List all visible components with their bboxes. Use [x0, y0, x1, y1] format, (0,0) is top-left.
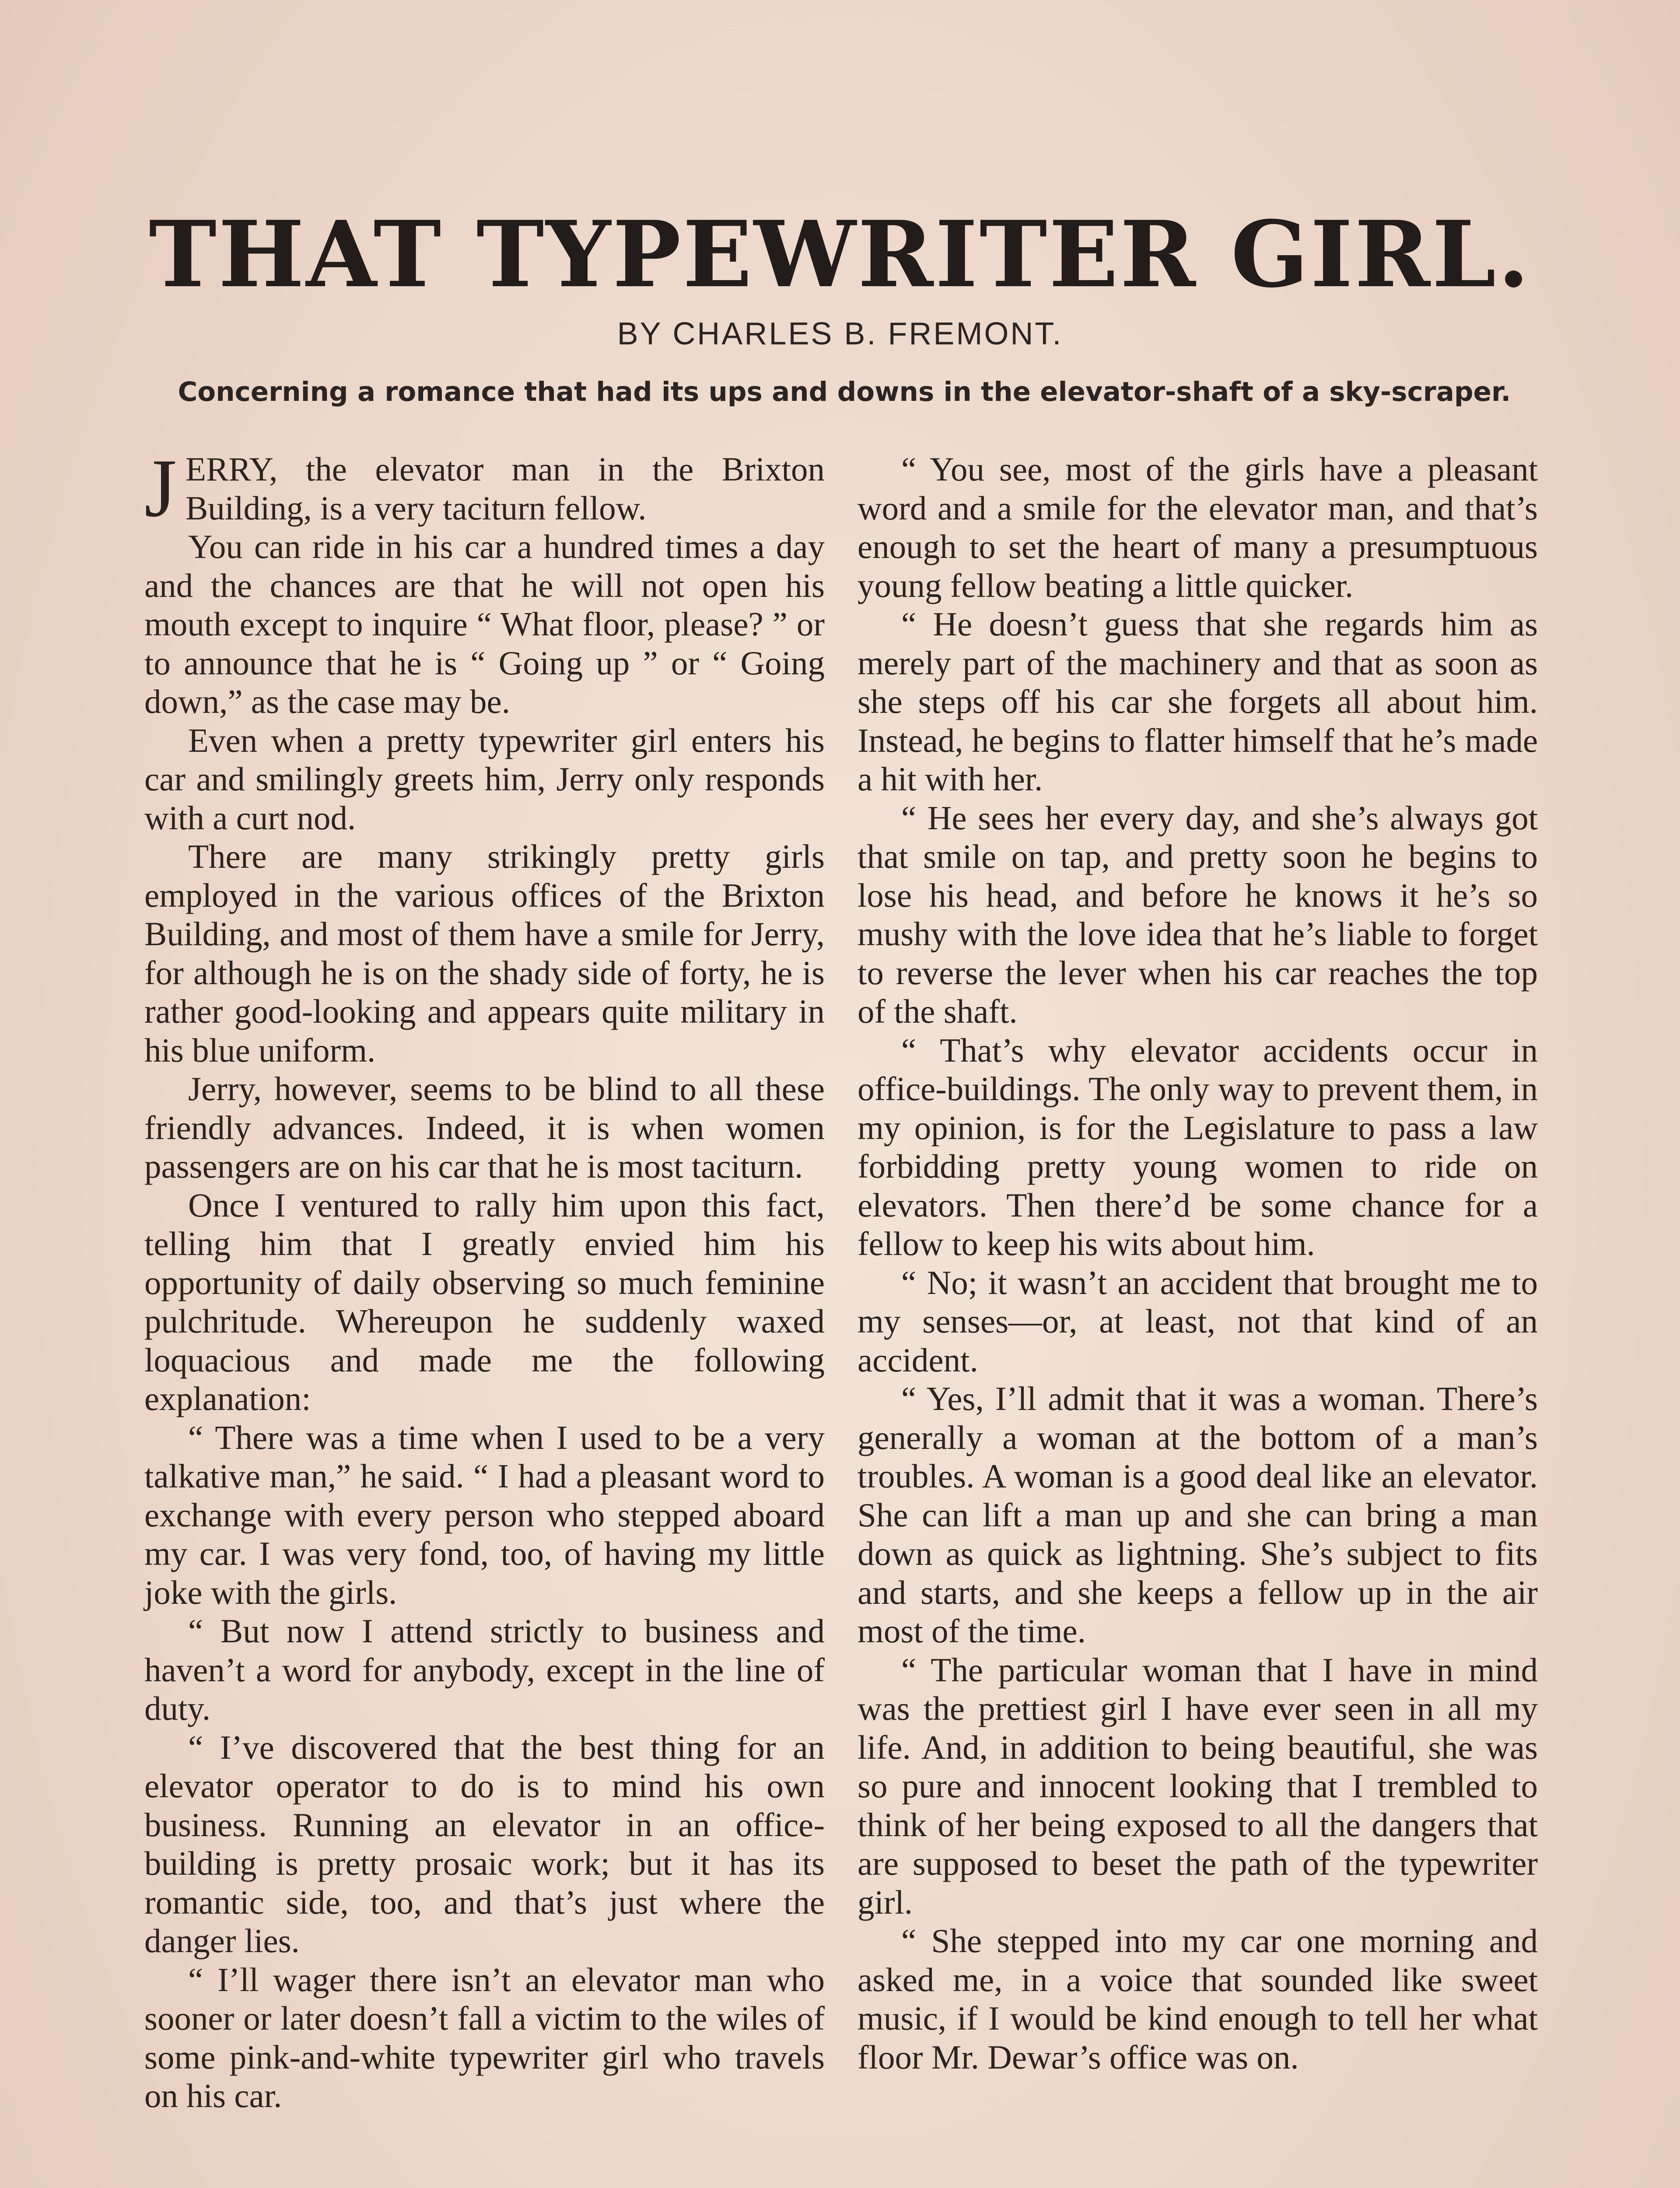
left-column — [144, 442, 825, 2115]
paragraph: “ You see, most of the girls have a pleasant word and a smile for the elevator man, and that’s enough to set the heart of many a presumptuous young fellow beating a little quicker. — [858, 450, 1538, 604]
right-column — [858, 450, 1538, 2076]
paragraph: “ I’ll wager there isn’t an elevator man who sooner or later doesn’t fall a victim to the wiles of some pink-and-white typewriter girl who travels on his car. — [144, 1960, 825, 2114]
paragraph: “ She stepped into my car one morning and asked me, in a voice that sounded like sweet music, if I would be kind enough to tell her what floor Mr. Dewar’s office was on. — [858, 1922, 1538, 2076]
byline: BY CHARLES B. FREMONT. — [617, 316, 1063, 351]
paragraph: “ There was a time when I used to be a very talkative man,” he said. “ I had a pleasant word to exchange with every person who stepped aboard my car. I was very fond, too, of having my little joke with the girls. — [144, 1418, 825, 1611]
subtitle: Concerning a romance that had its ups and downs in the elevator-shaft of a sky-scraper. — [178, 376, 1511, 407]
drop-cap: J — [144, 442, 177, 534]
paragraph: “ He doesn’t guess that she regards him as merely part of the machinery and that as soon as she steps off his car she forgets all about him. Instead, he begins to flatter himself that he’s made a hit with her. — [858, 605, 1538, 798]
paragraph — [144, 442, 825, 534]
paragraph: “ He sees her every day, and she’s always got that smile on tap, and pretty soon he begins to lose his head, and before he knows it he’s so mushy with the love idea that he’s liable to forget to reverse the lever when his car reaches the top of the shaft. — [858, 799, 1538, 1030]
paragraph: “ Yes, I’ll admit that it was a woman. There’s generally a woman at the bottom of a man’s troubles. A woman is a good deal like an elevator. She can lift a man up and she can bring a man down as quick as lightning. She’s subject to fits and starts, and she keeps a fellow up in the air most of the time. — [858, 1380, 1538, 1650]
paragraph: Once I ventured to rally him upon this fact, telling him that I greatly envied him his opportunity of daily observing so much feminine pulchritude. Whereupon he suddenly waxed loquacious and made me the following explanation: — [144, 1186, 825, 1417]
paragraph: “ That’s why elevator accidents occur in office-buildings. The only way to prevent them, in my opinion, is for the Legislature to pass a law forbidding pretty young women to ride on elevators. Then there’d be some chance for a fellow to keep his wits about him. — [858, 1031, 1538, 1262]
paragraph: There are many strikingly pretty girls employed in the various offices of the Brixton Building, and most of them have a smile for Jerry, for although he is on the shady side of forty, he is rather good-looking and appears quite military in his blue uniform. — [144, 838, 825, 1069]
paragraph: “ The particular woman that I have in mind was the prettiest girl I have ever seen in all my life. And, in addition to being beautiful, she was so pure and innocent looking that I trembled to think of her being exposed to all the dangers that are supposed to beset the path of the typewriter girl. — [858, 1651, 1538, 1921]
article-title: THAT TYPEWRITER GIRL. — [149, 201, 1531, 308]
paragraph: “ No; it wasn’t an accident that brought me to my senses—or, at least, not that kind of an accident. — [858, 1263, 1538, 1379]
paragraph-text: ERRY, the elevator man in the Brixton Building, is a very taciturn fellow. — [185, 450, 825, 527]
paragraph: Even when a pretty typewriter girl enters his car and smilingly greets him, Jerry only responds with a curt nod. — [144, 721, 825, 837]
paragraph: “ But now I attend strictly to business and haven’t a word for anybody, except in the line of duty. — [144, 1612, 825, 1727]
paragraph: “ I’ve discovered that the best thing for an elevator operator to do is to mind his own business. Running an elevator in an office-building is pretty prosaic work; but it has its romantic side, too, and that’s just where the danger lies. — [144, 1728, 825, 1960]
paragraph: Jerry, however, seems to be blind to all these friendly advances. Indeed, it is when women passengers are on his car that he is most taciturn. — [144, 1070, 825, 1185]
paragraph: You can ride in his car a hundred times a day and the chances are that he will not open his mouth except to inquire “ What floor, please? ” or to announce that he is “ Going up ” or “ Going down,” as the case may be. — [144, 528, 825, 720]
